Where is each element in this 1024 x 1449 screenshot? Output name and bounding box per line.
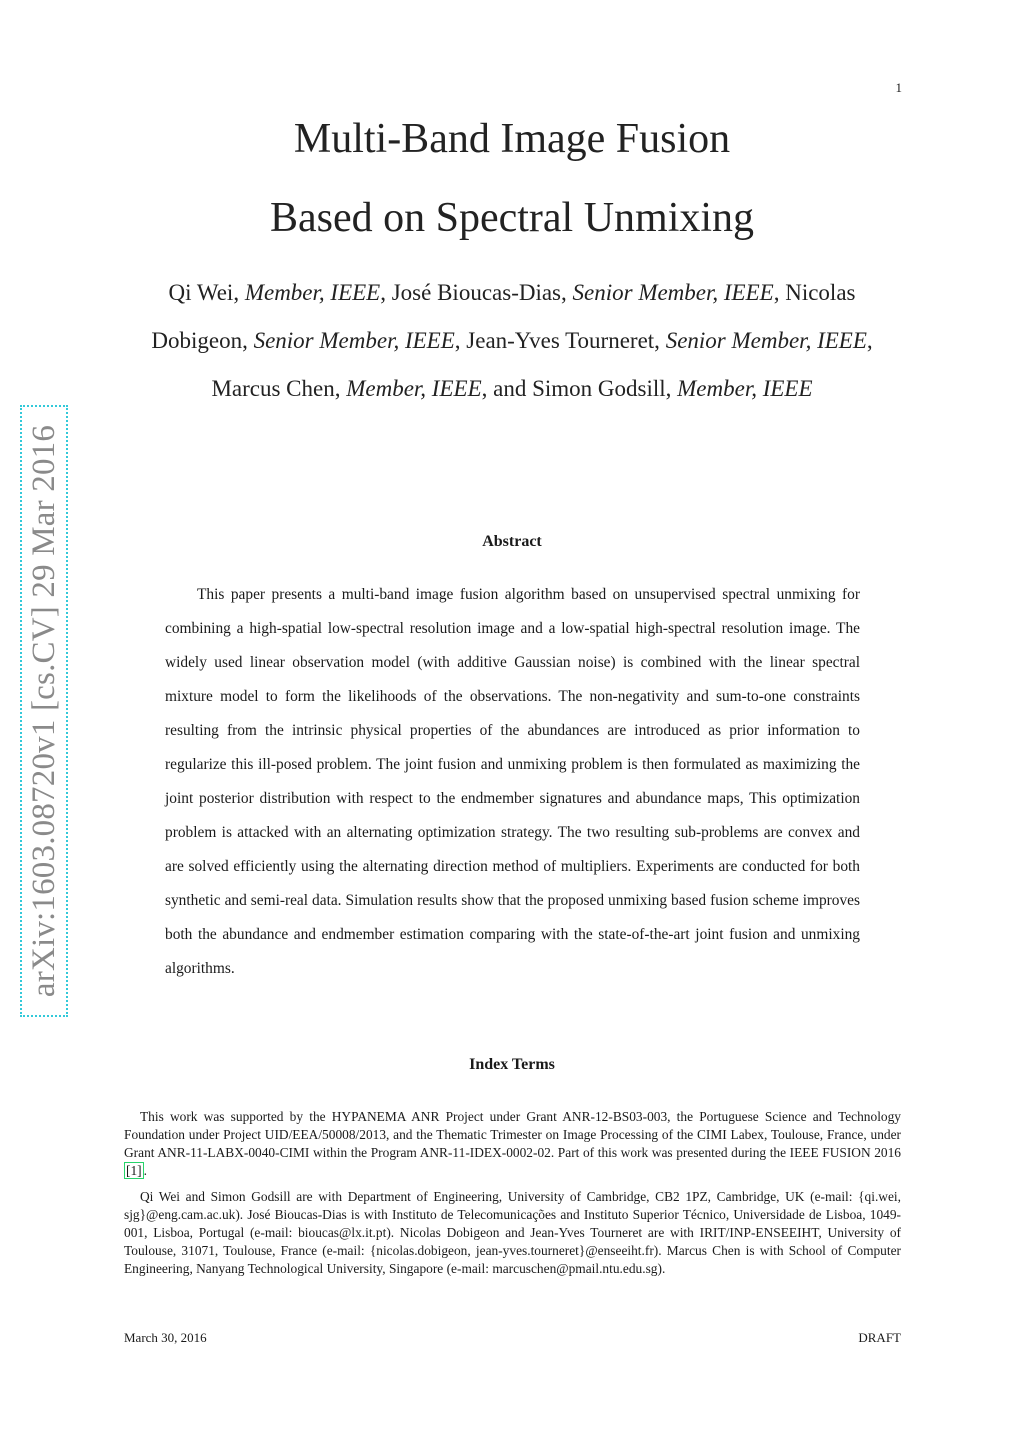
author-membership: Member, IEEE <box>244 280 381 305</box>
author-text: , Nicolas <box>773 280 856 305</box>
footer-draft-label: DRAFT <box>858 1330 901 1345</box>
paper-title-line-2: Based on Spectral Unmixing <box>269 195 755 241</box>
author-text: Qi Wei, <box>168 280 245 305</box>
abstract-heading: Abstract <box>482 533 542 550</box>
footer-date: March 30, 2016 <box>124 1330 207 1345</box>
author-line-2 <box>0 326 1024 356</box>
abstract-body: This paper presents a multi-band image fusion algorithm based on unsupervised spectral unmixing for combining a high-spatial low-spectral resolution image and a low-spatial high-spectral resolution image. The widely used linear observation model (with additive Gaussian noise) is combined with the linear spectral mixture model to form the likelihoods of the observations. The non-negativity and sum-to-one constraints resulting from the intrinsic physical properties of the abundances are introduced as prior information to regularize this ill-posed problem. The joint fusion and unmixing problem is then formulated as maximizing the joint posterior distribution with respect to the endmember signatures and abundance maps, This optimization problem is attacked with an alternating optimization strategy. The two resulting sub-problems are convex and are solved efficiently using the alternating direction method of multipliers. Experiments are conducted for both synthetic and semi-real data. Simulation results show that the proposed unmixing based fusion scheme improves both the abundance and endmember estimation comparing with the state-of-the-art joint fusion and unmixing algorithms. <box>165 586 860 977</box>
author-membership: Member, IEEE <box>346 376 482 401</box>
author-text: , José Bioucas-Dias, <box>380 280 573 305</box>
footnotes <box>124 1108 901 1286</box>
arxiv-stamp[interactable]: arXiv:1603.08720v1 [cs.CV] 29 Mar 2016 <box>20 405 68 1017</box>
paper-title-line-1: Multi-Band Image Fusion <box>293 116 731 162</box>
funding-end: . <box>143 1163 147 1178</box>
affiliation-footnote: Qi Wei and Simon Godsill are with Department of Engineering, University of Cambridge, CB2 1PZ, Cambridge, UK (e-mail: {qi.wei, sjg}@eng.cam.ac.uk). José Bioucas-Dias is with Instituto de Telecomunicações and Instituto Superior Técnico, Universidade de Lisboa, 1049-001, Lisboa, Portugal (e-mail: bioucas@lx.it.pt). Nicolas Dobigeon and Jean-Yves Tourneret are with IRIT/INP-ENSEEIHT, University of Toulouse, 31071, Toulouse, France (e-mail: {nicolas.dobigeon, jean-yves.tourneret}@enseeiht.fr). Marcus Chen is with School of Computer Engineering, Nanyang Technological University, Singapore (e-mail: marcuschen@pmail.ntu.edu.sg). <box>124 1189 901 1276</box>
author-text: , and Simon Godsill, <box>481 376 678 401</box>
author-membership: Senior Member, IEEE <box>253 328 455 353</box>
citation-link[interactable]: [1] <box>126 1163 142 1178</box>
funding-text: This work was supported by the HYPANEMA ANR Project under Grant ANR-12-BS03-003, the Portuguese Science and Technology Foundation under Project UID/EEA/50008/2013, and the Thematic Trimester on Image Processing of the CIMI Labex, Toulouse, France, under Grant ANR-11-LABX-0040-CIMI within the Program ANR-11-IDEX-0002-02. Part of this work was presented during the IEEE FUSION 2016 <box>124 1109 901 1160</box>
index-terms-heading: Index Terms <box>469 1056 555 1073</box>
arxiv-stamp-container <box>20 405 68 1017</box>
funding-footnote <box>124 1108 901 1180</box>
author-line-1 <box>0 278 1024 308</box>
page-number: 1 <box>895 80 902 95</box>
author-membership: Senior Member, IEEE <box>665 328 867 353</box>
author-membership: Member, IEEE <box>677 376 813 401</box>
author-line-3 <box>0 374 1024 404</box>
author-membership: Senior Member, IEEE <box>572 280 774 305</box>
author-text: Marcus Chen, <box>211 376 347 401</box>
author-text: , <box>866 328 873 353</box>
author-text: Dobigeon, <box>151 328 254 353</box>
author-text: , Jean-Yves Tourneret, <box>454 328 666 353</box>
